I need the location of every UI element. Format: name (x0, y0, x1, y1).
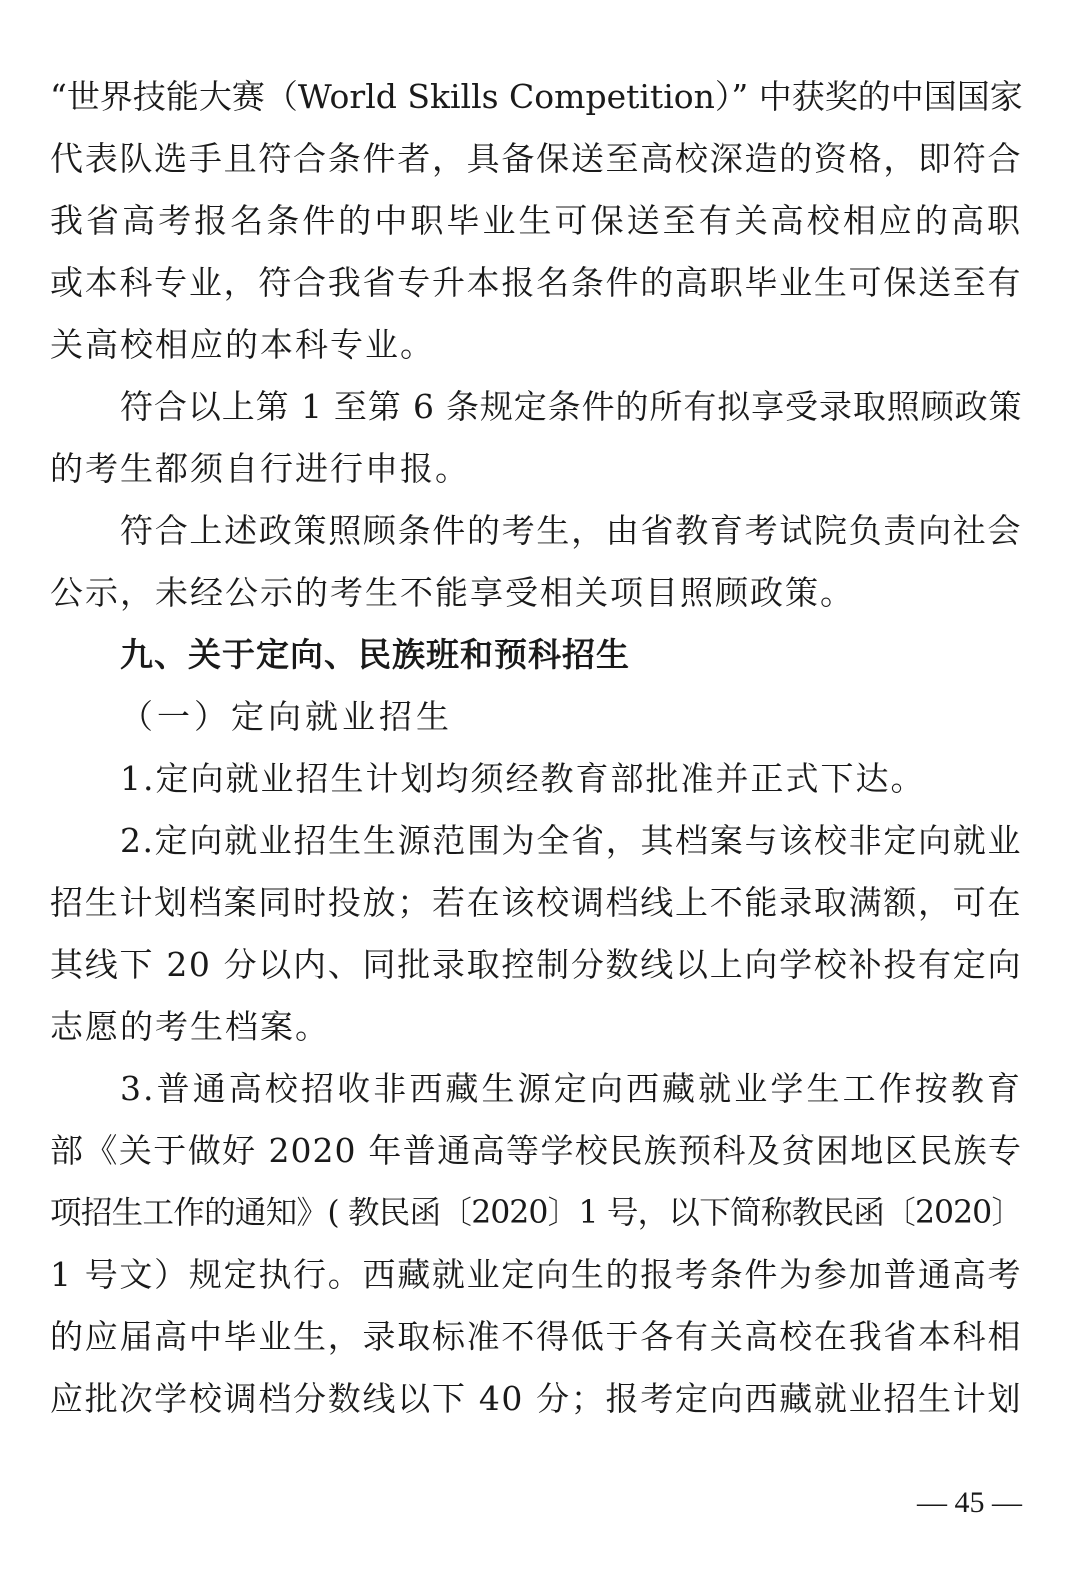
paragraph-line: 招生计划档案同时投放；若在该校调档线上不能录取满额，可在 (50, 883, 1022, 922)
paragraph-line: 关高校相应的本科专业。 (50, 325, 435, 364)
paragraph-line: 符合上述政策照顾条件的考生，由省教育考试院负责向社会 (120, 511, 1022, 550)
paragraph-line: 2.定向就业招生生源范围为全省，其档案与该校非定向就业 (120, 821, 1022, 860)
paragraph-line: 其线下 20 分以内、同批录取控制分数线以上向学校补投有定向 (50, 945, 1022, 984)
paragraph-line: 部《关于做好 2020 年普通高等学校民族预科及贫困地区民族专 (50, 1131, 1022, 1170)
paragraph-line: 我省高考报名条件的中职毕业生可保送至有关高校相应的高职 (50, 201, 1022, 240)
paragraph-line: 项招生工作的通知》( 教民函〔2020〕1 号，以下简称教民函〔2020〕 (50, 1195, 1022, 1231)
paragraph-line: 1 号文）规定执行。西藏就业定向生的报考条件为参加普通高考 (50, 1255, 1022, 1294)
paragraph-line: “世界技能大赛（World Skills Competition）” 中获奖的中国国家 (50, 77, 1023, 116)
paragraph-line: 应批次学校调档分数线以下 40 分；报考定向西藏就业招生计划 (50, 1379, 1022, 1418)
paragraph-line: 1.定向就业招生计划均须经教育部批准并正式下达。 (120, 759, 926, 798)
paragraph-line: 符合以上第 1 至第 6 条规定条件的所有拟享受录取照顾政策 (120, 387, 1022, 426)
subsection-heading: （一）定向就业招生 (120, 697, 453, 736)
paragraph-line: 或本科专业，符合我省专升本报名条件的高职毕业生可保送至有 (50, 263, 1022, 302)
paragraph-line: 公示，未经公示的考生不能享受相关项目照顾政策。 (50, 573, 855, 612)
page-number: — 45 — (917, 1486, 1022, 1519)
paragraph-line: 3.普通高校招收非西藏生源定向西藏就业学生工作按教育 (120, 1069, 1022, 1108)
paragraph-line: 的应届高中毕业生，录取标准不得低于各有关高校在我省本科相 (50, 1317, 1022, 1356)
paragraph-line: 代表队选手且符合条件者，具备保送至高校深造的资格，即符合 (50, 139, 1022, 178)
paragraph-line: 的考生都须自行进行申报。 (50, 449, 470, 488)
paragraph-line: 志愿的考生档案。 (50, 1007, 330, 1046)
document-body (50, 66, 1022, 1430)
section-heading: 九、关于定向、民族班和预科招生 (120, 635, 630, 674)
